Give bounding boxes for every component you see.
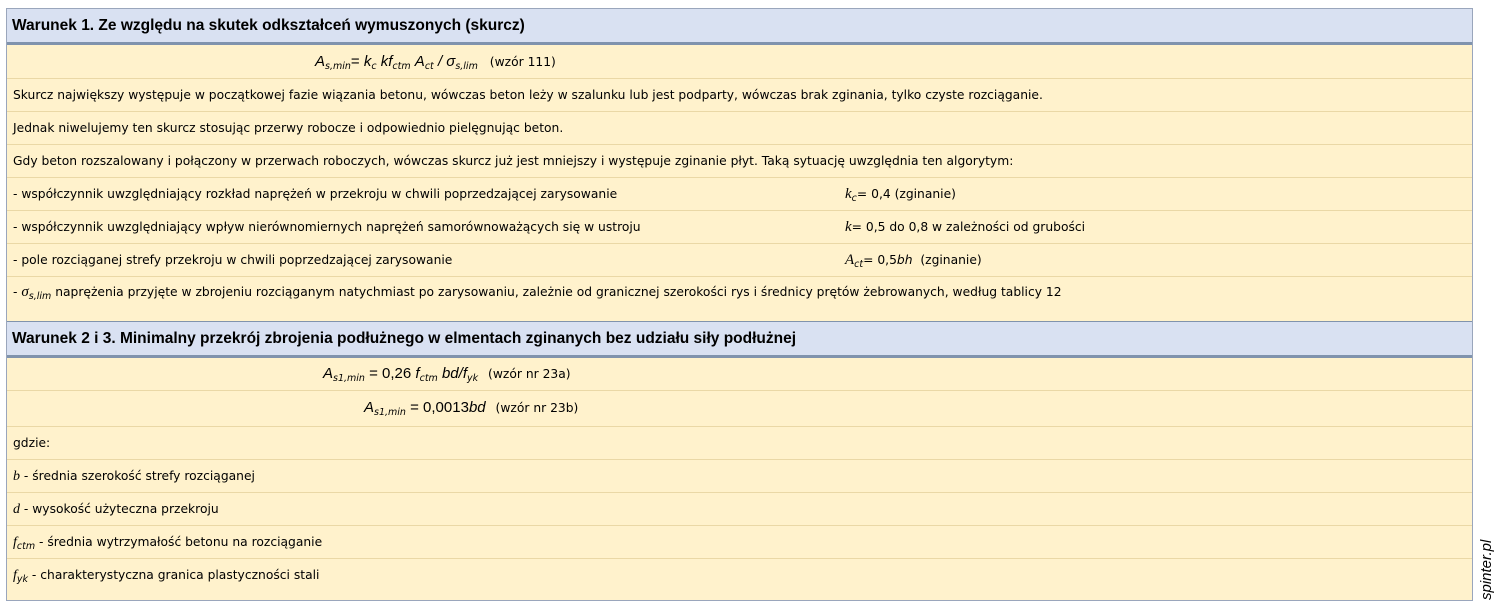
symbol-bd-f: bd/f [441, 365, 467, 382]
param-row-kc [7, 178, 1472, 211]
def-b-text: - średnia szerokość strefy rozciąganej [20, 469, 255, 483]
param-act-symbol: A [845, 252, 855, 268]
param-k-symbol: k [845, 219, 852, 235]
symbol-a-ct: A [414, 53, 425, 70]
def-row-fyk [7, 559, 1472, 592]
formula-23a-reference: (wzór nr 23a) [488, 367, 571, 381]
formula-111-row [7, 45, 1472, 79]
sigma-symbol: σ [21, 284, 29, 300]
symbol-f: f [415, 365, 420, 382]
param-k-value-text: = 0,5 do 0,8 w zależności od grubości [851, 220, 1086, 234]
symbol-k: k [363, 53, 372, 70]
formula-23a [323, 358, 571, 390]
def-row-b [7, 460, 1472, 493]
def-fctm-symbol: f [13, 535, 17, 550]
def-fyk-text: - charakterystyczna granica plastyczności stali [28, 568, 320, 582]
def-fyk-symbol: f [13, 568, 17, 583]
param-k-value [845, 211, 1085, 243]
divide-slash: / [437, 53, 443, 70]
formula-23a-row [7, 358, 1472, 391]
param-act-value [845, 244, 982, 276]
symbol-sigma: σ [446, 53, 456, 70]
subscript-ctm: ctm [419, 373, 438, 384]
subscript-s-lim: s,lim [455, 61, 478, 72]
param-row-act [7, 244, 1472, 277]
param-kc-symbol: k [845, 186, 852, 202]
param-kc-desc: - współczynnik uwzględniający rozkład naprężeń w przekroju w chwili poprzedzającej zarysowanie [13, 187, 618, 201]
sigma-subscript: s,lim [28, 291, 52, 302]
formula-23b-reference: (wzór nr 23b) [495, 401, 579, 415]
formula-reference: (wzór 111) [489, 55, 556, 69]
param-act-value-symbol: bh [896, 253, 913, 267]
def-b-symbol: b [13, 469, 20, 484]
sigma-row [7, 277, 1472, 321]
def-fctm-subscript: ctm [16, 541, 36, 552]
equals-coefficient: = 0,26 [364, 365, 416, 382]
equals-coefficient-b: = 0,0013 [405, 399, 469, 416]
section-1-title: Warunek 1. Ze względu na skutek odkształceń wymuszonych (skurcz) [12, 17, 525, 34]
section-2-title: Warunek 2 i 3. Minimalny przekrój zbrojenia podłużnego w elmentach zginanych bez udziału siły podłużnej [12, 330, 797, 347]
formula-111 [315, 46, 556, 78]
symbol-a-s1-b: A [364, 399, 375, 416]
param-act-desc: - pole rozciąganej strefy przekroju w chwili poprzedzającej zarysowanie [13, 253, 453, 267]
text-line-3-content: Gdy beton rozszalowany i połączony w przerwach roboczych, wówczas skurcz już jest mniejszy i występuje zginanie płyt. Taką sytuację uwzględnia ten algorytym: [13, 154, 1014, 168]
section-2-header [7, 321, 1472, 358]
formula-23b-row [7, 391, 1472, 427]
def-d-text: - wysokość użyteczna przekroju [20, 502, 219, 516]
text-line-1 [7, 79, 1472, 112]
subscript-yk: yk [467, 373, 479, 384]
sigma-text: naprężenia przyjęte w zbrojeniu rozciąganym natychmiast po zarysowaniu, zależnie od granicznej szerokości rys i średnicy prętów żebrowanych, według tablicy 12 [51, 285, 1062, 299]
def-d-symbol: d [13, 502, 20, 517]
subscript-s-min: s,min [325, 61, 351, 72]
subscript-ct: ct [424, 61, 434, 72]
param-kc-value-text: = 0,4 (zginanie) [856, 187, 956, 201]
formula-23b [364, 392, 578, 424]
text-line-2 [7, 112, 1472, 145]
symbol-bd: bd [468, 399, 486, 416]
symbol-a: A [315, 53, 326, 70]
equals-sign: = [350, 53, 364, 70]
sigma-prefix: - [13, 285, 22, 299]
subscript-c: c [371, 61, 377, 72]
param-kc-subscript: c [851, 193, 857, 204]
param-row-k [7, 211, 1472, 244]
watermark-text: spinter.pl [1478, 539, 1495, 600]
subscript-s1-min-b: s1,min [374, 407, 406, 418]
where-label: gdzie: [13, 436, 51, 450]
formula-sheet [6, 8, 1473, 601]
param-k-desc: - współczynnik uwzględniający wpływ nierównomiernych naprężeń samorównoważących się w ustroju [13, 220, 641, 234]
param-act-value-text: = 0,5 [863, 253, 897, 267]
subscript-s1-min: s1,min [333, 373, 365, 384]
def-fyk-subscript: yk [16, 574, 29, 585]
symbol-a-s1: A [323, 365, 334, 382]
def-fctm-text: - średnia wytrzymałość betonu na rozciąganie [35, 535, 323, 549]
subscript-ctm: ctm [392, 61, 411, 72]
def-row-fctm [7, 526, 1472, 559]
section-1-header [7, 9, 1472, 45]
param-act-value-tail: (zginanie) [912, 253, 982, 267]
def-row-d [7, 493, 1472, 526]
text-line-3 [7, 145, 1472, 178]
param-kc-value [845, 178, 956, 210]
where-row [7, 427, 1472, 460]
text-line-2-content: Jednak niwelujemy ten skurcz stosując przerwy robocze i odpowiednio pielęgnując beton. [13, 121, 564, 135]
text-line-1-content: Skurcz największy występuje w początkowej fazie wiązania betonu, wówczas beton leży w szalunku lub jest podparty, wówczas brak zginania, tylko czyste rozciąganie. [13, 88, 1043, 102]
param-act-subscript: ct [854, 259, 864, 270]
symbol-kf: kf [380, 53, 393, 70]
